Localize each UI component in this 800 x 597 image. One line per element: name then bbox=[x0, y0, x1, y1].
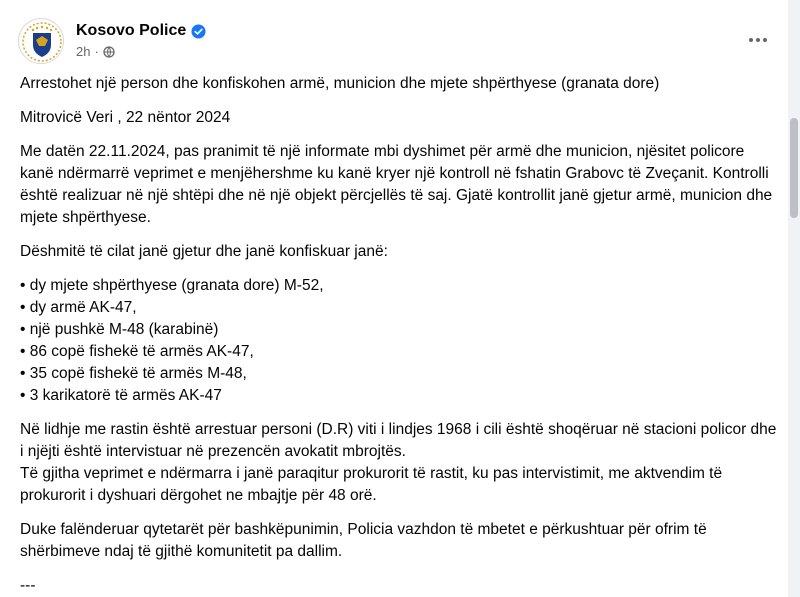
more-options-button[interactable] bbox=[744, 26, 772, 54]
post-time[interactable]: 2h bbox=[76, 44, 91, 59]
scrollbar[interactable] bbox=[788, 0, 800, 597]
post-place-date: Mitrovicë Veri , 22 nëntor 2024 bbox=[20, 109, 231, 126]
page-name[interactable]: Kosovo Police bbox=[76, 22, 187, 39]
post-paragraph-1: Me datën 22.11.2024, pas pranimit të një informate mbi dyshimet për armë dhe municion, njësitet policore kanë ndërmarrë veprimet e menjëhershme ku kanë kryer një kontroll në fshatin Grabovc të Zveçanit. Kontrolli është realizuar në një shtëpi dhe në një objekt përcjellës të saj. Gjatë kontrollit janë gjetur armë, municion dhe mjete shpërthyese. bbox=[20, 143, 773, 226]
verified-badge-icon bbox=[191, 24, 206, 39]
post-meta bbox=[76, 44, 115, 59]
paragraph-2-line-1: Në lidhje me rastin është arrestuar personi (D.R) viti i lindjes 1968 i cili është shoqëruar në stacioni policor dhe i njëjti është intervistuar në prezencën avokatit mbrojtës. bbox=[20, 421, 777, 460]
globe-icon[interactable] bbox=[103, 46, 115, 58]
evidence-list bbox=[20, 275, 780, 407]
post-body bbox=[20, 73, 780, 597]
list-item: • dy armë AK-47, bbox=[20, 299, 137, 316]
list-item: • 86 copë fishekë të armës AK-47, bbox=[20, 343, 254, 360]
more-horizontal-icon bbox=[748, 37, 768, 43]
meta-separator: · bbox=[94, 44, 99, 59]
evidence-intro: Dëshmitë të cilat janë gjetur dhe janë konfiskuar janë: bbox=[20, 243, 388, 260]
post-divider: --- bbox=[20, 577, 36, 594]
scrollbar-thumb[interactable] bbox=[790, 118, 798, 218]
list-item: • 3 karikatorë të armës AK-47 bbox=[20, 387, 222, 404]
post-headline: Arrestohet një person dhe konfiskohen armë, municion dhe mjete shpërthyese (granata dore) bbox=[20, 75, 660, 92]
post-header bbox=[18, 16, 778, 66]
list-item: • 35 copë fishekë të armës M-48, bbox=[20, 365, 247, 382]
list-item: • dy mjete shpërthyese (granata dore) M-52, bbox=[20, 277, 324, 294]
post-paragraph-3: Duke falënderuar qytetarët për bashkëpunimin, Policia vazhdon të mbetet e përkushtuar për ofrim të shërbimeve ndaj të gjithë komunitetit pa dallim. bbox=[20, 521, 707, 560]
avatar[interactable] bbox=[18, 18, 64, 64]
post-paragraph-2 bbox=[20, 419, 780, 507]
paragraph-2-line-2: Të gjitha veprimet e ndërmarra i janë paraqitur prokurorit të rastit, ku pas intervistimit, me aktvendim të prokurorit i dyshuari dërgohet ne mbajtje për 48 orë. bbox=[20, 465, 723, 504]
page-name-row bbox=[76, 22, 206, 40]
list-item: • një pushkë M-48 (karabinë) bbox=[20, 321, 219, 338]
police-emblem-icon bbox=[19, 19, 64, 64]
